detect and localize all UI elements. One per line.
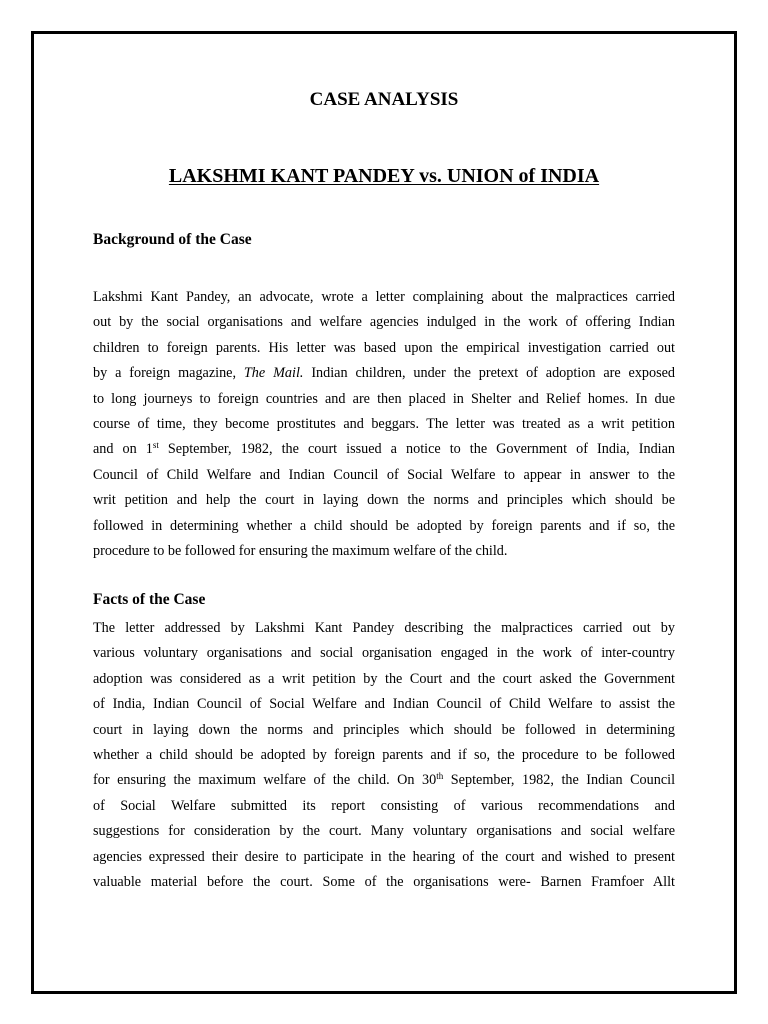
paragraph-line: agencies expressed their desire to participate in the hearing of the court and wished to present xyxy=(93,848,675,865)
paragraph-line: of Social Welfare submitted its report consisting of various recommendations and xyxy=(93,797,675,814)
paragraph-line: whether a child should be adopted by foreign parents and if so, the procedure to be followed xyxy=(93,746,675,763)
line-text: for ensuring the maximum welfare of the child. On 30 xyxy=(93,772,437,789)
facts-paragraph xyxy=(93,616,675,895)
paragraph-line xyxy=(93,768,675,793)
facts-heading: Facts of the Case xyxy=(93,591,206,608)
ordinal-suffix: st xyxy=(152,440,159,451)
paragraph-line: various voluntary organisations and social organisation engaged in the work of inter-country xyxy=(93,645,675,662)
paragraph-line: adoption was considered as a writ petition by the Court and the court asked the Government xyxy=(93,670,675,687)
paragraph-line: The letter addressed by Lakshmi Kant Pandey describing the malpractices carried out by xyxy=(93,620,675,636)
background-heading: Background of the Case xyxy=(93,231,252,248)
paragraph-line: course of time, they become prostitutes and beggars. The letter was treated as a writ petition xyxy=(93,415,675,432)
paragraph-line: of India, Indian Council of Social Welfare and Indian Council of Child Welfare to assist the xyxy=(93,696,675,713)
paragraph-line: Council of Child Welfare and Indian Council of Social Welfare to appear in answer to the xyxy=(93,466,675,483)
paragraph-line: procedure to be followed for ensuring the maximum welfare of the child. xyxy=(93,542,508,559)
paragraph-line: Lakshmi Kant Pandey, an advocate, wrote a letter complaining about the malpractices carried xyxy=(93,289,675,305)
magazine-name: The Mail. xyxy=(243,365,304,382)
paragraph-line: valuable material before the court. Some of the organisations were- Barnen Framfoer Allt xyxy=(93,873,675,890)
line-text: and on 1 xyxy=(93,441,153,458)
background-paragraph xyxy=(93,285,675,564)
paragraph-line: children to foreign parents. His letter was based upon the empirical investigation carried out xyxy=(93,339,675,356)
paragraph-line xyxy=(93,437,675,462)
ordinal-suffix: th xyxy=(436,771,444,782)
paragraph-line: followed in determining whether a child should be adopted by foreign parents and if so, the xyxy=(93,517,675,534)
paragraph-line: writ petition and help the court in laying down the norms and principles which should be xyxy=(93,492,675,509)
paragraph-line: suggestions for consideration by the court. Many voluntary organisations and social welfare xyxy=(93,823,675,840)
paragraph-line: court in laying down the norms and principles which should be followed in determining xyxy=(93,721,675,738)
line-text: by a foreign magazine, xyxy=(93,365,237,382)
paragraph-line: to long journeys to foreign countries and are then placed in Shelter and Relief homes. In due xyxy=(93,390,675,407)
line-text: September, 1982, the court issued a notice to the Government of India, Indian xyxy=(167,441,675,458)
line-text: September, 1982, the Indian Council xyxy=(450,772,676,789)
document-title: CASE ANALYSIS xyxy=(309,89,459,110)
paragraph-line xyxy=(93,361,675,386)
paragraph-line: out by the social organisations and welfare agencies indulged in the work of offering Indian xyxy=(93,314,675,331)
case-title: LAKSHMI KANT PANDEY vs. UNION of INDIA xyxy=(168,165,600,187)
line-text: Indian children, under the pretext of adoption are exposed xyxy=(311,365,676,382)
